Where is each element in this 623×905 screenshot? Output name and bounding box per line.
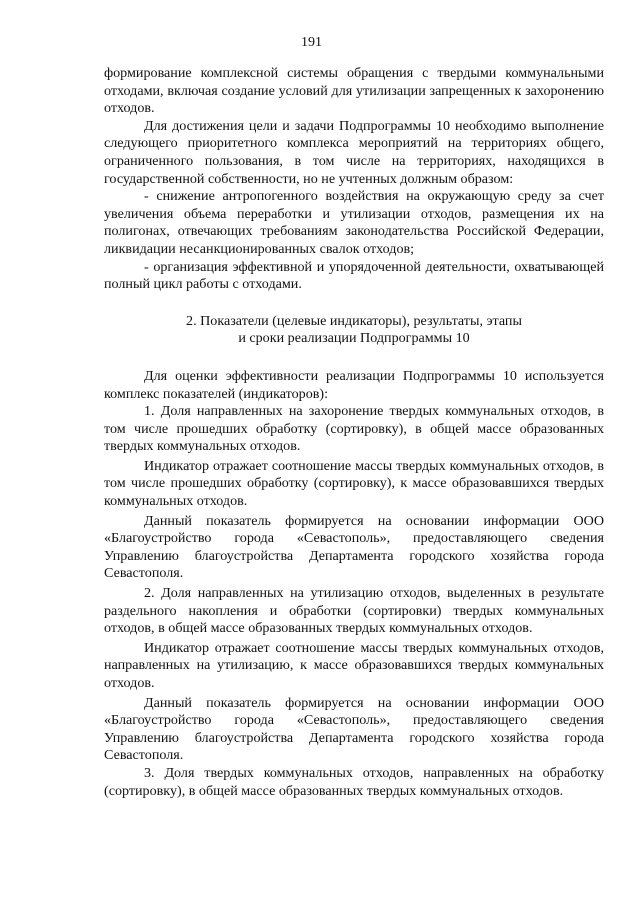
section-heading-line: 2. Показатели (целевые индикаторы), результаты, этапы — [186, 312, 522, 329]
list-item: - снижение антропогенного воздействия на окружающую среду за счет увеличения объема переработки и утилизации отходов, размещения их на полигонах, отвечающих требованиям законодательства Российской Федерации, ликвидации несанкционированных свалок отходов; — [104, 188, 604, 257]
paragraph: формирование комплексной системы обращения с твердыми коммунальными отходами, включая создание условий для утилизации запрещенных к захоронению отходов. — [104, 65, 604, 117]
paragraph: Для оценки эффективности реализации Подпрограммы 10 используется комплекс показателей (индикаторов): — [104, 367, 604, 402]
indicator-item: 3. Доля твердых коммунальных отходов, направленных на обработку (сортировку), в общей массе образованных твердых коммунальных отходов. — [104, 764, 604, 799]
paragraph: Для достижения цели и задачи Подпрограммы 10 необходимо выполнение следующего приоритетного комплекса мероприятий на территориях общего, ограниченного пользования, в том числе на территориях, находящихся в государственной собственности, но не учтенных должным образом: — [104, 117, 604, 187]
paragraph: Индикатор отражает соотношение массы твердых коммунальных отходов, направленных на утилизацию, к массе образовавшихся твердых коммунальных отходов. — [104, 639, 604, 691]
paragraph: Индикатор отражает соотношение массы твердых коммунальных отходов, в том числе прошедших обработку (сортировку), к массе образовавшихся твердых коммунальных отходов. — [104, 457, 604, 510]
list-item: - организация эффективной и упорядоченной деятельности, охватывающей полный цикл работы с отходами. — [104, 258, 604, 293]
paragraph: Данный показатель формируется на основании информации ООО «Благоустройство города «Севастополь», предоставляющего сведения Управлению благоустройства Департамента городского хозяйства города Севастополя. — [104, 512, 604, 582]
page-number: 191 — [301, 35, 322, 50]
section-heading — [104, 313, 604, 348]
indicator-item: 2. Доля направленных на утилизацию отходов, выделенных в результате раздельного накопления и обработки (сортировки) твердых коммунальных отходов, в общей массе образованных твердых коммунальных отходов. — [104, 585, 604, 637]
document-body — [104, 65, 604, 800]
indicator-item: 1. Доля направленных на захоронение твердых коммунальных отходов, в том числе прошедших обработку (сортировку), в общей массе образованных твердых коммунальных отходов. — [104, 403, 604, 455]
paragraph: Данный показатель формируется на основании информации ООО «Благоустройство города «Севастополь», предоставляющего сведения Управлению благоустройства Департамента городского хозяйства города Севастополя. — [104, 694, 604, 764]
section-heading-line: и сроки реализации Подпрограммы 10 — [238, 330, 470, 347]
